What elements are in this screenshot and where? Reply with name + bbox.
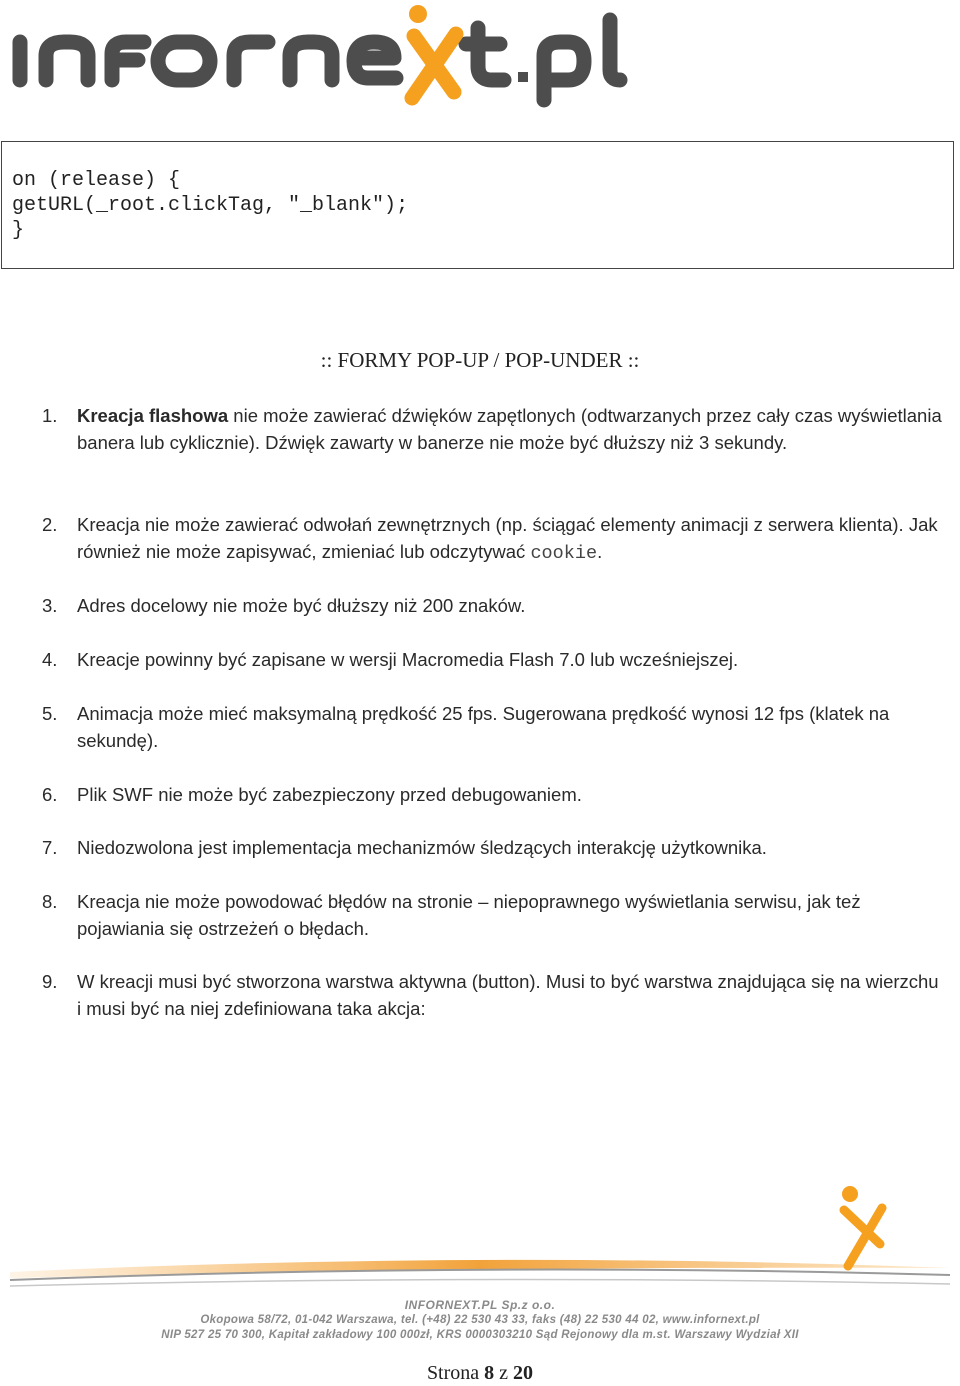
footer-address-line: NIP 527 25 70 300, Kapitał zakładowy 100 000zł, KRS 0000303210 Sąd Rejonowy dla m.st. Warszawy Wydział XII bbox=[161, 1329, 799, 1341]
list-text-body: nie może zawierać dźwięków zapętlonych (odtwarzanych przez cały czas wyświetlania banera lub cyklicznie). Dźwięk zawarty w banerze nie może być dłuższy niż 3 sekundy. bbox=[77, 405, 942, 453]
footer-address-line: Okopowa 58/72, 01-042 Warszawa, tel. (+48) 22 530 43 33, faks (48) 22 530 44 02, www.infornext.pl bbox=[200, 1314, 760, 1326]
list-number: 3. bbox=[42, 595, 58, 616]
footer-figure-head bbox=[842, 1186, 858, 1202]
infornext-logo bbox=[8, 0, 630, 116]
list-number: 7. bbox=[42, 837, 58, 858]
code-term: cookie bbox=[530, 543, 598, 564]
code-line: getURL(_root.clickTag, "_blank"); bbox=[12, 194, 409, 217]
list-text: Adres docelowy nie może być dłuższy niż 200 znaków. bbox=[77, 595, 526, 616]
page-prefix: Strona bbox=[426, 1362, 480, 1384]
list-text: Kreacje powinny być zapisane w wersji Macromedia Flash 7.0 lub wcześniejszej. bbox=[77, 649, 739, 670]
list-number: 6. bbox=[42, 784, 58, 805]
list-number: 9. bbox=[42, 971, 58, 992]
list-text: Plik SWF nie może być zabezpieczony przed debugowaniem. bbox=[77, 784, 582, 805]
code-line: } bbox=[12, 219, 25, 242]
page-current: 8 bbox=[484, 1362, 495, 1384]
list-text: Kreacja nie może powodować błędów na stronie – niepoprawnego wyświetlania serwisu, jak też pojawiania się ostrzeżeń o błędach. bbox=[77, 891, 861, 939]
list-text-body: Kreacja nie może zawierać odwołań zewnętrznych (np. ściągać elementy animacji z serwera klienta). Jak również nie może zapisywać, zmieniać lub odczytywać bbox=[77, 514, 938, 562]
list-number: 1. bbox=[42, 405, 58, 426]
list-number: 8. bbox=[42, 891, 58, 912]
code-snippet-box bbox=[1, 141, 954, 269]
page-separator: z bbox=[499, 1362, 509, 1384]
footer-company: INFORNEXT.PL Sp.z o.o. bbox=[404, 1298, 556, 1312]
page-total: 20 bbox=[513, 1362, 534, 1384]
list-text-end: . bbox=[597, 541, 603, 562]
list-number: 2. bbox=[42, 514, 58, 535]
list-text: Niedozwolona jest implementacja mechanizmów śledzących interakcję użytkownika. bbox=[77, 837, 767, 858]
list-text: Animacja może mieć maksymalną prędkość 25 fps. Sugerowana prędkość wynosi 12 fps (klatek na sekundę). bbox=[77, 703, 890, 751]
footer-figure-icon bbox=[844, 1208, 882, 1266]
list-text-bold: Kreacja flashowa bbox=[77, 405, 229, 426]
page-number bbox=[0, 1362, 960, 1385]
footer-address bbox=[0, 1313, 960, 1343]
section-title: :: FORMY POP-UP / POP-UNDER :: bbox=[320, 348, 640, 372]
list-number: 4. bbox=[42, 649, 58, 670]
list-number: 5. bbox=[42, 703, 58, 724]
list-text bbox=[77, 402, 947, 456]
list-text: W kreacji musi być stworzona warstwa aktywna (button). Musi to być warstwa znajdująca się na wierzchu i musi być na niej zdefiniowana taka akcja: bbox=[77, 971, 939, 1019]
list-text bbox=[77, 511, 947, 567]
code-line: on (release) { bbox=[12, 169, 181, 192]
